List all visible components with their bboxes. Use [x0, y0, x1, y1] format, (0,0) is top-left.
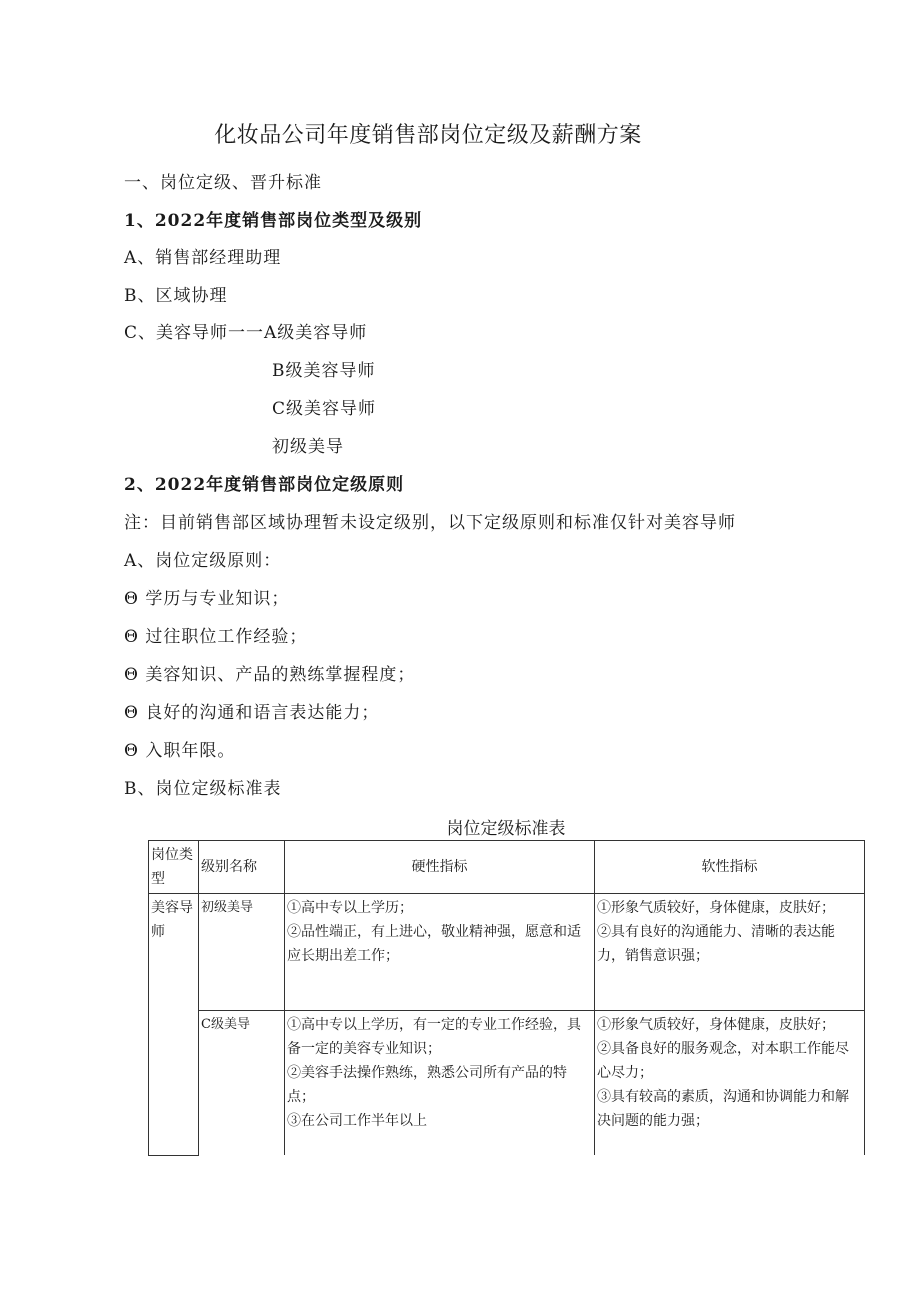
principle-item: Θ 入职年限。	[124, 741, 236, 761]
level-item: C级美容导师	[272, 399, 377, 419]
cell-level: C级美导	[199, 1011, 285, 1156]
header-position-type: 岗位类型	[149, 841, 199, 894]
table-header-row	[149, 841, 865, 894]
soft-item: ①形象气质较好，身体健康，皮肤好；	[597, 900, 835, 916]
subsection-heading: 1、2022年度销售部岗位类型及级别	[124, 211, 423, 231]
soft-item: ②具有良好的沟通能力、清晰的表达能力，销售意识强；	[597, 924, 835, 964]
cell-soft	[595, 1011, 865, 1156]
hard-item: ②美容手法操作熟练，熟悉公司所有产品的特点；	[287, 1065, 567, 1105]
note-text: 注：目前销售部区域协理暂未设定级别，以下定级原则和标准仅针对美容导师	[124, 513, 736, 533]
principle-item: Θ 良好的沟通和语言表达能力；	[124, 703, 380, 723]
hard-item: ①高中专以上学历；	[287, 900, 413, 916]
soft-item: ③具有较高的素质，沟通和协调能力和解决问题的能力强；	[597, 1089, 849, 1129]
principles-heading: A、岗位定级原则：	[124, 551, 282, 571]
page-title: 化妆品公司年度销售部岗位定级及薪酬方案	[214, 123, 642, 148]
header-soft-criteria: 软性指标	[595, 841, 865, 894]
standard-heading: B、岗位定级标准表	[124, 779, 282, 799]
header-level-name: 级别名称	[199, 841, 285, 894]
table-row	[149, 894, 865, 1011]
cell-hard	[285, 1011, 595, 1156]
hard-item: ①高中专以上学历，有一定的专业工作经验，具备一定的美容专业知识；	[287, 1017, 581, 1057]
cell-soft	[595, 894, 865, 1011]
grading-standard-table	[148, 840, 865, 1156]
position-item: A、销售部经理助理	[124, 248, 282, 268]
principle-item: Θ 过往职位工作经验；	[124, 627, 308, 647]
soft-item: ②具备良好的服务观念，对本职工作能尽心尽力；	[597, 1041, 849, 1081]
header-hard-criteria: 硬性指标	[285, 841, 595, 894]
subsection-heading: 2、2022年度销售部岗位定级原则	[124, 475, 405, 495]
position-item: B、区域协理	[124, 286, 228, 306]
hard-item: ②品性端正，有上进心，敬业精神强，愿意和适应长期出差工作；	[287, 924, 581, 964]
principle-item: Θ 美容知识、产品的熟练掌握程度；	[124, 665, 416, 685]
level-item: 初级美导	[272, 437, 344, 457]
position-item: C、美容导师一一A级美容导师	[124, 323, 368, 343]
cell-level: 初级美导	[199, 894, 285, 1011]
section-heading: 一、岗位定级、晋升标准	[124, 173, 322, 193]
table-row	[149, 1011, 865, 1156]
cell-hard	[285, 894, 595, 1011]
principle-item: Θ 学历与专业知识；	[124, 589, 290, 609]
level-item: B级美容导师	[272, 361, 376, 381]
hard-item: ③在公司工作半年以上	[287, 1113, 427, 1129]
cell-position-type: 美容导师	[149, 894, 199, 1156]
table-caption: 岗位定级标准表	[446, 819, 566, 839]
soft-item: ①形象气质较好，身体健康，皮肤好；	[597, 1017, 835, 1033]
